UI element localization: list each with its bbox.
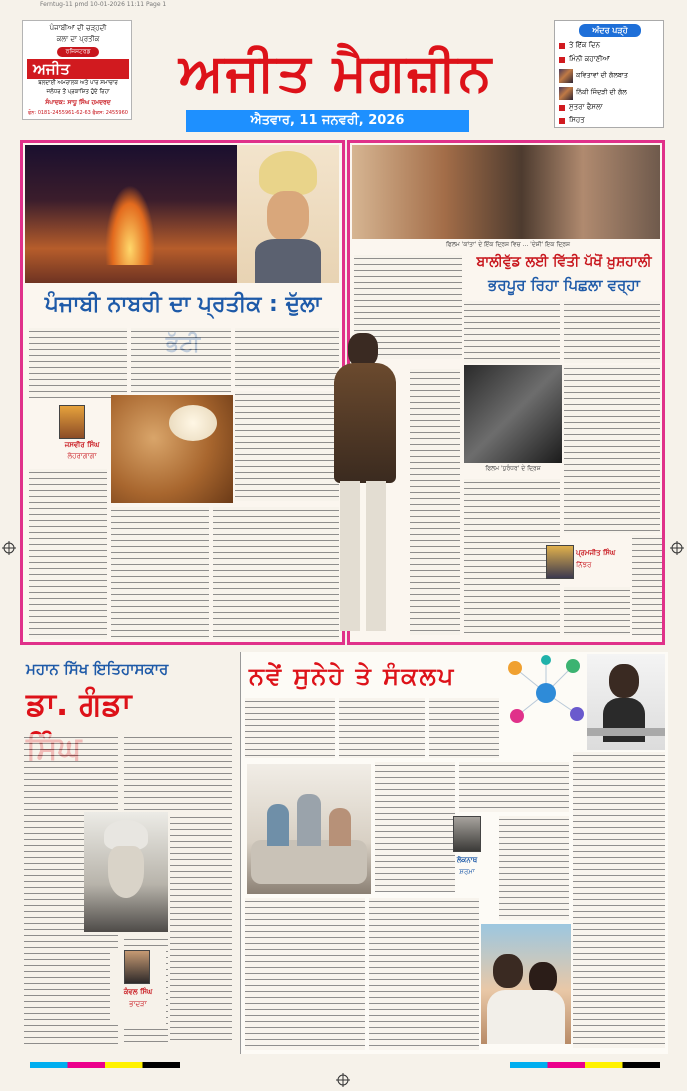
peanuts-photo xyxy=(111,395,233,503)
inside-box xyxy=(554,20,664,128)
registration-mark xyxy=(2,540,16,554)
crosshair-icon xyxy=(336,1073,350,1087)
body-text xyxy=(245,698,335,758)
author-photo xyxy=(546,545,574,579)
body-text xyxy=(124,734,232,814)
sofa-shape xyxy=(251,840,367,884)
actor-cutout-photo xyxy=(310,323,420,641)
shoulders-shape xyxy=(255,239,321,283)
woman-laptop-photo xyxy=(587,654,665,750)
crosshair-icon xyxy=(2,541,16,555)
bollywood-section xyxy=(347,140,665,645)
bullet-icon xyxy=(559,118,565,124)
body-text xyxy=(464,301,560,363)
author-place: ਸ਼ਰਮਾ xyxy=(459,868,475,876)
lohri-bonfire-photo xyxy=(25,145,237,283)
masthead-phones: ਫੋਨ: 0181-2455961-62-63 ਫੈਕਸ: 2455960 xyxy=(28,110,128,116)
body-text xyxy=(499,816,569,920)
beard-shape xyxy=(108,846,144,898)
body-text xyxy=(459,762,569,812)
masthead-tagline-4: ਜਲੰਧਰ ਤੋਂ ਪ੍ਰਕਾਸ਼ਿਤ ਹੁੰਦੇ ਰਿਹਾ xyxy=(46,89,110,95)
author-photo xyxy=(453,816,481,852)
inside-item-label: ਮਿੰਨੀ ਕਹਾਣੀਆਂ xyxy=(569,55,610,63)
author-name: ਕੰਵਲ ਸਿੰਘ xyxy=(123,988,153,996)
head-shape xyxy=(493,954,523,988)
person-shape xyxy=(329,808,351,846)
thumbnail-image xyxy=(559,87,573,100)
author-photo xyxy=(124,950,150,984)
list-item[interactable] xyxy=(559,103,661,115)
bullet-icon xyxy=(559,57,565,63)
body-text xyxy=(131,328,231,393)
head-shape xyxy=(609,664,639,698)
list-item[interactable] xyxy=(559,55,661,68)
resolutions-section xyxy=(240,652,668,1054)
ganda-singh-kicker: ਮਹਾਨ ਸਿੱਖ ਇਤਿਹਾਸਕਾਰ xyxy=(26,660,169,678)
network-icon xyxy=(503,654,589,732)
byline xyxy=(546,545,628,583)
inside-item-label: ਸਿਹਤ xyxy=(569,116,585,124)
body-text xyxy=(170,814,232,1042)
actor-head xyxy=(348,333,378,367)
bodies-shape xyxy=(487,990,565,1044)
author-name: ਪ੍ਰਮਜੀਤ ਸਿੰਘ xyxy=(576,549,616,557)
byline xyxy=(45,405,119,465)
author-place: ਭਾਦੜਾ xyxy=(129,1000,147,1008)
registered-badge: ਰਜਿਸਟਰਡ xyxy=(57,47,99,57)
body-text xyxy=(339,698,425,758)
body-text xyxy=(564,365,660,533)
popcorn-bowl xyxy=(169,405,217,441)
body-text xyxy=(410,369,460,635)
inside-item-label: ਸੁਤਰਾ ਫੈਸਲਾ xyxy=(569,103,603,111)
actor-leg xyxy=(366,481,386,631)
laptop-shape xyxy=(587,728,665,736)
color-bar xyxy=(510,1062,660,1068)
body-text xyxy=(245,898,365,1050)
photo-caption: ਫਿਲਮ 'ਧੁਰੰਧਰ' ਦੇ ਦ੍ਰਿਸ਼ xyxy=(485,465,541,472)
family-sofa-photo xyxy=(247,764,371,894)
turban-shape xyxy=(259,151,317,195)
ganda-singh-headline: ਡਾ. ਗੰਡਾ xyxy=(26,685,132,723)
masthead-box xyxy=(22,20,132,120)
lohri-section xyxy=(20,140,345,645)
dulla-bhatti-portrait xyxy=(237,145,339,283)
bonfire-glow xyxy=(105,185,155,265)
body-text xyxy=(564,301,660,363)
inside-item-label: ਨਿੱਕੀ ਜਿੰਦੜੀ ਦੀ ਗੱਲ xyxy=(576,88,627,96)
list-item[interactable] xyxy=(559,69,661,85)
body-text xyxy=(632,535,662,635)
author-name: ਜਸਵੀਰ ਸਿੰਘ xyxy=(64,441,100,449)
body-text xyxy=(429,698,499,758)
list-item[interactable] xyxy=(559,116,661,128)
masthead-editor: ਸੰਪਾਦਕ: ਸਾਧੂ ਸਿੰਘ ਹਮਦਰਦ xyxy=(45,99,111,106)
photo-caption: ਫਿਲਮ 'ਕਾਂਤਾ' ਦੇ ਇੱਕ ਦ੍ਰਿਸ਼ ਵਿਚ ... 'ਦੇਸ਼ੀ' ਇਕ ਦ੍ਰਿਸ਼ xyxy=(445,241,570,248)
registration-mark xyxy=(336,1072,350,1086)
film-stills-photo xyxy=(352,145,660,239)
bollywood-headline-line-1: ਬਾਲੀਵੁੱਡ ਲਈ ਵਿੱਤੀ ਪੱਖੋਂ ਖ਼ੁਸ਼ਹਾਲੀ xyxy=(476,254,652,270)
inside-heading: ਅੰਦਰ ਪੜ੍ਹੋ xyxy=(579,24,641,37)
masthead-tagline-3: ਬਲਦਾਈ ਅਮਰਾਲਕ ਅਤੇ ਪਾਰ ਸਮਾਚਾਰ xyxy=(38,80,118,86)
body-text xyxy=(369,898,479,1050)
dhurandhar-still-photo xyxy=(464,365,562,463)
ganda-singh-portrait xyxy=(84,812,168,932)
lohri-headline: ਪੰਜਾਬੀ ਨਾਬਰੀ ਦਾ ਪ੍ਰਤੀਕ : ਦੁੱਲਾ xyxy=(44,292,322,317)
inside-item-label: ਤੇ ਇੱਕ ਦਿਨ xyxy=(569,41,601,49)
print-slug: Ferntug-11 pmd 10-01-2026 11:11 Page 1 xyxy=(40,1,167,8)
registration-mark xyxy=(670,540,684,554)
author-place: ਨਿੱਝਰ xyxy=(576,561,592,569)
list-item[interactable] xyxy=(559,87,661,101)
thumbnail-image xyxy=(559,69,573,83)
bollywood-headline-line-2: ਭਰਪੂਰ ਰਿਹਾ ਪਿਛਲਾ ਵਰ੍ਹਾ xyxy=(488,276,640,294)
body-text xyxy=(573,752,665,1048)
couple-photo xyxy=(481,924,571,1044)
resolutions-headline: ਨਵੇਂ ਸੁਨੇਹੇ ਤੇ ਸੰਕਲਪ xyxy=(249,662,456,690)
masthead-tagline-2: ਕਲਾ ਦਾ ਪ੍ਰਤੀਕ xyxy=(56,35,100,43)
list-item[interactable] xyxy=(559,41,661,54)
body-text xyxy=(29,469,107,639)
bullet-icon xyxy=(559,105,565,111)
body-text xyxy=(111,507,209,639)
author-name: ਲੋਕਨਾਥ xyxy=(456,856,478,864)
magazine-title: ਅਜੀਤ ਮੈਗਜ਼ੀਨ xyxy=(178,43,494,103)
color-bar xyxy=(30,1062,180,1068)
body-text xyxy=(29,328,127,398)
date-banner: ਐਤਵਾਰ, 11 ਜਨਵਰੀ, 2026 xyxy=(186,110,469,132)
ajit-logo: ਅਜੀਤ xyxy=(27,59,129,79)
ganda-singh-section xyxy=(20,652,238,1052)
bullet-icon xyxy=(559,43,565,49)
inside-item-label: ਕਵਿਤਾਵਾਂ ਦੀ ਗੱਲਬਾਤ xyxy=(576,71,628,79)
author-photo xyxy=(59,405,85,439)
byline xyxy=(110,950,166,1024)
author-place: ਲੇਹਰਾਗਾਗਾ xyxy=(67,452,97,460)
person-shape xyxy=(267,804,289,846)
actor-torso xyxy=(334,363,396,483)
masthead-tagline-1: ਪੰਜਾਬੀਆਂ ਦੀ ਚੜ੍ਹਦੀ xyxy=(49,24,107,32)
body-text xyxy=(564,587,630,635)
byline xyxy=(439,816,495,886)
face-shape xyxy=(267,191,309,241)
crosshair-icon xyxy=(670,541,684,555)
actor-leg xyxy=(340,481,360,631)
network-graphic xyxy=(503,654,589,732)
person-shape xyxy=(297,794,321,846)
